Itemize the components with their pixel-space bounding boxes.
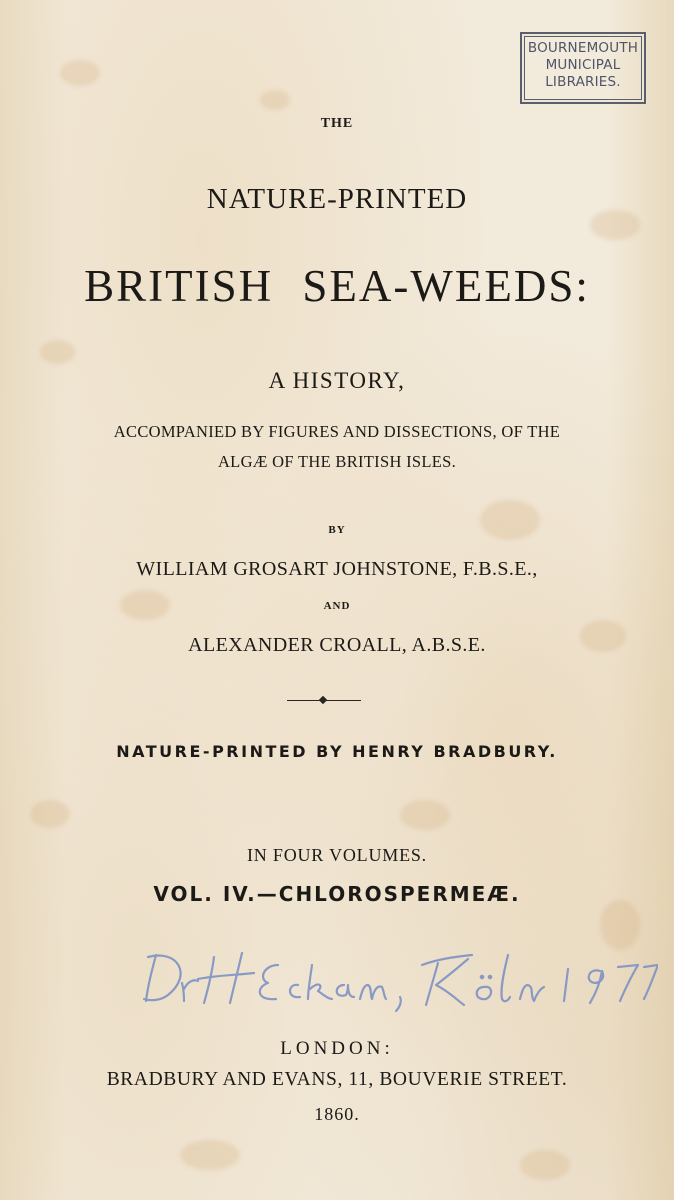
subtitle-description-line2: ALGÆ OF THE BRITISH ISLES. (217, 452, 457, 471)
stamp-line: MUNICIPAL (545, 57, 621, 73)
foxing-spot (260, 90, 290, 110)
subtitle-description-line1: ACCOMPANIED BY FIGURES AND DISSECTIONS, OF THE (113, 422, 561, 441)
volume-count: IN FOUR VOLUMES. (247, 845, 427, 865)
printer-credit: NATURE-PRINTED BY HENRY BRADBURY. (116, 742, 558, 761)
foxing-spot (520, 1150, 570, 1180)
foxing-spot (60, 60, 100, 86)
volume-title: VOL. IV.—CHLOROSPERMEÆ. (153, 882, 521, 906)
foxing-spot (40, 340, 76, 364)
imprint-city: LONDON: (280, 1038, 394, 1059)
foxing-spot (30, 800, 70, 828)
library-stamp (520, 32, 646, 104)
author-name: ALEXANDER CROALL, A.B.S.E. (188, 634, 486, 656)
main-title: BRITISH SEA-WEEDS: (84, 261, 590, 311)
imprint-year: 1860. (314, 1104, 360, 1124)
foxing-spot (180, 1140, 240, 1170)
foxing-spot (400, 800, 450, 830)
title-prefix: NATURE-PRINTED (206, 183, 468, 215)
subtitle: A HISTORY, (268, 368, 406, 393)
title-article: THE (320, 116, 354, 131)
and-label: AND (323, 600, 351, 612)
stamp-line: LIBRARIES. (545, 74, 621, 90)
handwritten-inscription (138, 935, 658, 1015)
stamp-line: BOURNEMOUTH (527, 40, 639, 56)
by-label: BY (328, 524, 346, 536)
rule-diamond-icon (319, 696, 327, 704)
imprint-publisher: BRADBURY AND EVANS, 11, BOUVERIE STREET. (106, 1069, 568, 1090)
author-name: WILLIAM GROSART JOHNSTONE, F.B.S.E., (136, 558, 538, 580)
